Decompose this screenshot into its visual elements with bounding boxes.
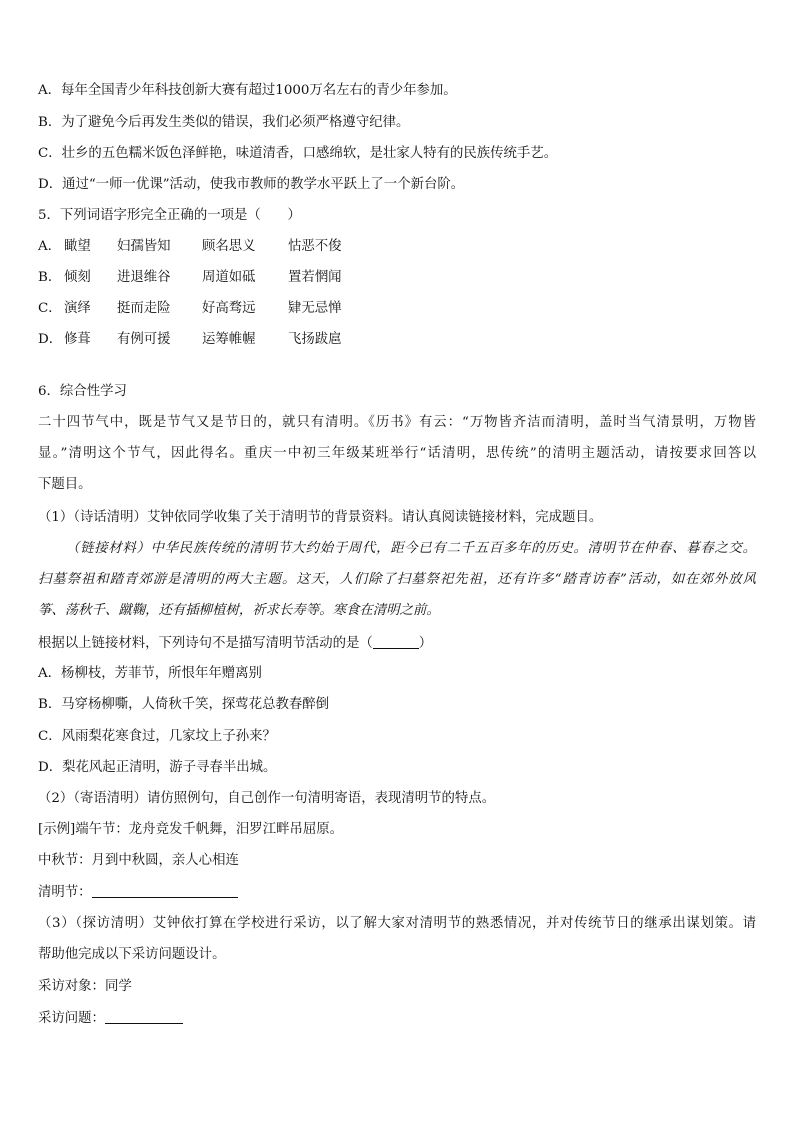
q5-option-label: C． [38,301,62,316]
q6-intro-line: 显。”清明这个节气，因此得名。重庆一中初三年级某班举行“话清明，思传统”的清明主题活动，请按要求回答以 [38,446,756,461]
q6-part3-heading-line: （3）（探访清明）艾钟依打算在学校进行采访，以了解大家对清明节的熟悉情况，并对传统节日的继承出谋划策。请 [38,916,756,931]
answer-blank[interactable] [373,634,419,649]
q5-option-label: B． [38,270,62,285]
q6-part1-question-text: 根据以上链接材料，下列诗句不是描写清明节活动的是（ [38,636,373,651]
q6-part1-heading: （1）（诗话清明）艾钟依同学收集了关于清明节的背景资料。请认真阅读链接材料，完成题目。 [38,510,603,525]
link-material-line: 扫墓祭祖和踏青郊游是清明的两大主题。这天，人们除了扫墓祭祀先祖，还有许多“踏青访春”活动，如在郊外放风 [38,572,756,587]
q6-part3-question-label: 采访问题： [38,1011,105,1026]
q6-part1-question-end: ） [418,636,433,651]
q5-word: 修葺 [64,332,91,347]
q5-word: 演绎 [64,301,91,316]
q6-part3-heading-line: 帮助他完成以下采访问题设计。 [38,947,226,962]
q4-option-b: B．为了避免今后再发生类似的错误，我们必须严格遵守纪律。 [38,115,410,130]
q5-word: 周道如砥 [202,270,256,285]
q6-part1-question [38,634,432,653]
q6-part1-option-c: C．风雨梨花寒食过，几家坟上子孙来？ [38,729,276,744]
q6-part2-heading: （2）（寄语清明）请仿照例句，自己创作一句清明寄语，表现清明节的特点。 [38,791,496,806]
q5-word: 妇孺皆知 [117,239,171,254]
q5-word: 挺而走险 [117,301,171,316]
q6-intro-line: 二十四节气中，既是节气又是节日的，就只有清明。《历书》有云：“万物皆齐洁而清明，盖时当气清景明，万物皆 [38,415,756,430]
q6-part2-answer-label: 清明节： [38,885,92,900]
q5-word: 运筹帷幄 [202,332,256,347]
q5-word: 好高骛远 [202,301,256,316]
q6-part3-question [38,1009,183,1028]
q5-stem: 5．下列词语字形完全正确的一项是（ ） [38,208,301,223]
q5-word: 瞰望 [64,239,91,254]
answer-blank[interactable] [105,1009,183,1024]
q5-option-label: D． [38,332,63,347]
q6-title: 6．综合性学习 [38,384,127,399]
q5-word: 倾刻 [64,270,91,285]
q5-word: 飞扬跋扈 [288,332,342,347]
q6-intro-line: 下题目。 [38,477,92,492]
q6-part3-target: 采访对象：同学 [38,979,132,994]
q6-part1-option-b: B．马穿杨柳嘶，人倚秋千笑，探莺花总教春醉倒 [38,697,330,712]
q6-part2-example2: 中秋节：月到中秋圆，亲人心相连 [38,853,239,868]
q4-option-c: C．壮乡的五色糯米饭色泽鲜艳，味道清香，口感绵软，是壮家人特有的民族传统手艺。 [38,146,558,161]
q4-option-d: D．通过“一师一优课”活动，使我市教师的教学水平跃上了一个新台阶。 [38,177,465,192]
q5-option-label: A． [38,239,62,254]
link-material-line: （链接材料）中华民族传统的清明节大约始于周代，距今已有二千五百多年的历史。清明节在仲春、暮春之交。 [66,541,756,556]
q5-word: 进退维谷 [117,270,171,285]
q6-part2-answer [38,883,238,902]
q5-word: 肄无忌惮 [288,301,342,316]
q5-word: 顾名思义 [202,239,256,254]
q6-part1-option-a: A．杨柳枝，芳菲节，所恨年年赠离别 [38,666,262,681]
q6-part1-option-d: D．梨花风起正清明，游子寻春半出城。 [38,760,277,775]
q5-word: 怙恶不俊 [288,239,342,254]
q5-word: 置若惘闻 [288,270,342,285]
q4-option-a: A．每年全国青少年科技创新大赛有超过1000万名左右的青少年参加。 [38,83,457,98]
q6-part2-example: [示例]端午节：龙舟竞发千帆舞，汨罗江畔吊屈原。 [38,822,344,837]
q5-word: 有例可援 [117,332,171,347]
link-material-line: 筝、荡秋千、蹴鞠，还有插柳植树，祈求长寿等。寒食在清明之前。 [38,603,440,618]
answer-blank[interactable] [92,883,238,898]
